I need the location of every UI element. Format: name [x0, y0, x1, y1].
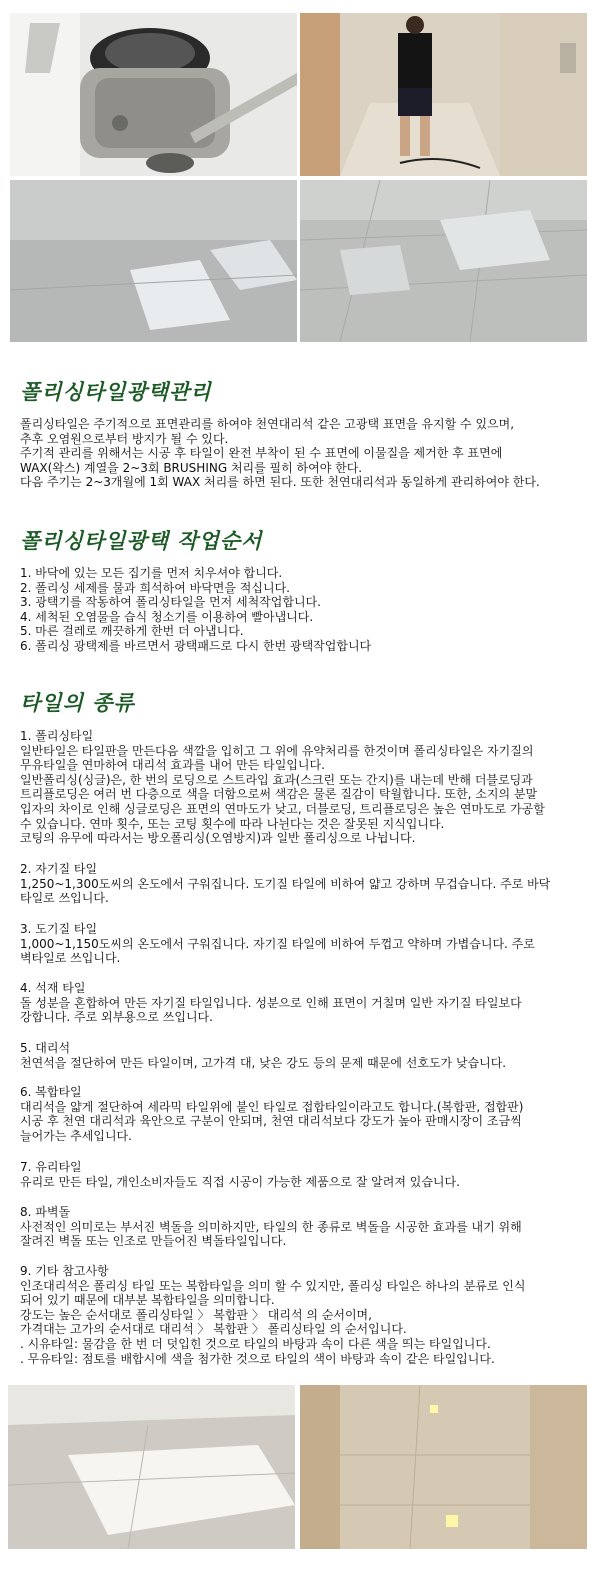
item-heading: 6. 복합타일	[20, 1085, 82, 1099]
item-heading: 8. 파벽돌	[20, 1205, 71, 1219]
photo-hallway-lights	[300, 1385, 587, 1549]
item-heading: 5. 대리석	[20, 1041, 71, 1055]
text-line: 무유타일을 연마하여 대리석 효과를 내어 만든 타일입니다.	[20, 758, 325, 773]
tile-type-ceramic	[20, 922, 580, 966]
tile-type-stone	[20, 981, 580, 1025]
text-line: 타일로 쓰입니다.	[20, 891, 109, 906]
text-line: 폴리싱타일은 주기적으로 표면관리를 하여야 천연대리석 같은 고광택 표면을 유지할 수 있으며,	[20, 417, 515, 431]
tile-type-brick	[20, 1205, 580, 1249]
text-line: 강도는 높은 순서대로 폴리싱타일 〉 복합판 〉 대리석 의 순서이며,	[20, 1307, 372, 1322]
list-item: 3. 광택기를 작동하여 폴리싱타일을 먼저 세척작업합니다.	[20, 595, 321, 610]
photo-polished-floor	[8, 1385, 295, 1549]
item-heading: 2. 자기질 타일	[20, 862, 98, 876]
text-line: . 무유타일: 점토를 배합시에 색을 첨가한 것으로 타일의 색이 바탕과 속이 같은 타일입니다.	[20, 1351, 495, 1366]
tile-type-porcelain	[20, 862, 580, 906]
item-heading: 1. 폴리싱타일	[20, 729, 94, 743]
list-item: 5. 마른 걸레로 깨끗하게 한번 더 아냅니다.	[20, 624, 244, 639]
list-item: 6. 폴리싱 광택제를 바르면서 광택패드로 다시 한번 광택작업합니다	[20, 638, 372, 653]
text-line: 일반타일은 타일판을 만든다음 색깔을 입히고 그 위에 유약처리를 한것이며 폴리싱타일은 자기질의	[20, 743, 534, 758]
text-line: 천연석을 절단하여 만든 타일이며, 고가격 대, 낮은 강도 등의 문제 때문에 선호도가 낮습니다.	[20, 1055, 507, 1070]
text-line: 다음 주기는 2~3개월에 1회 WAX 처리를 하면 된다. 또한 천연대리석과 동일하게 관리하여야 한다.	[20, 475, 540, 490]
section-title-work-order: 폴리싱타일광택 작업순서	[20, 528, 263, 553]
tile-type-composite	[20, 1085, 580, 1143]
text-line: 1,250~1,300도씨의 온도에서 구워집니다. 도기질 타일에 비하여 얇고 강하며 무겁습니다. 주로 바닥	[20, 876, 551, 891]
photo-worker-polishing	[300, 13, 587, 176]
text-line: . 시유타일: 물감을 한 번 더 덧입힌 것으로 타일의 바탕과 속이 다른 색을 띄는 타일입니다.	[20, 1336, 491, 1351]
list-item: 1. 바닥에 있는 모든 집기를 먼저 치우셔야 합니다.	[20, 566, 283, 580]
text-line: 트리플로딩은 여러 번 다층으로 색을 더함으로써 색감은 물론 질감이 탁월합니다. 또한, 소지의 분말	[20, 787, 538, 802]
text-line: 늘어가는 추세입니다.	[20, 1128, 132, 1143]
text-line: 돌 성분을 혼합하여 만든 자기질 타일입니다. 성분으로 인해 표면이 거칠며 일반 자기질 타일보다	[20, 995, 522, 1010]
tile-type-notes	[20, 1264, 580, 1366]
text-line: WAX(왁스) 계열을 2~3회 BRUSHING 처리를 필히 하여야 한다.	[20, 460, 363, 475]
text-line: 벽타일로 쓰입니다.	[20, 951, 121, 966]
text-line: 일반폴리싱(싱글)은, 한 번의 로딩으로 스트라입 효과(스크린 또는 간지)를 내는데 반해 더블로딩과	[20, 772, 533, 787]
text-line: 입자의 차이로 인해 싱글로딩은 표면의 연마도가 낮고, 더블로딩, 트리플로딩은 높은 연마도로 가공할	[20, 801, 545, 816]
tile-type-marble	[20, 1041, 580, 1070]
section-title-tile-types: 타일의 종류	[20, 690, 135, 715]
text-line: 코팅의 유무에 따라서는 방오폴리싱(오염방지)과 일반 폴리싱으로 나뉩니다.	[20, 831, 416, 846]
polishing-care-text	[20, 417, 580, 490]
text-line: 잘려진 벽돌 또는 인조로 만들어진 벽돌타일입니다.	[20, 1234, 287, 1249]
list-item: 4. 세척된 오염물을 습식 청소기를 이용하여 빨아냅니다.	[20, 609, 314, 624]
tile-type-glass	[20, 1160, 580, 1189]
text-line: 강합니다. 주로 외부용으로 쓰입니다.	[20, 1010, 213, 1025]
photo-polishing-machine	[10, 13, 297, 176]
text-line: 시공 후 천연 대리석과 육안으로 구분이 안되며, 천연 대리석보다 강도가 높아 판매시장이 조금씩	[20, 1114, 522, 1129]
text-line: 되어 있기 때문에 대부분 복합타일을 의미합니다.	[20, 1293, 275, 1308]
text-line: 사전적인 의미로는 부서진 벽돌을 의미하지만, 타일의 한 종류로 벽돌을 시공한 효과를 내기 위해	[20, 1219, 522, 1234]
text-line: 수 있습니다. 연마 횟수, 또는 코팅 횟수에 따라 나뉜다는 것은 잘못된 지식입니다.	[20, 816, 445, 831]
text-line: 인조대리석은 폴리싱 타일 또는 복합타일을 의미 할 수 있지만, 폴리싱 타일은 하나의 분류로 인식	[20, 1278, 526, 1293]
item-heading: 3. 도기질 타일	[20, 922, 98, 936]
text-line: 주기적 관리를 위해서는 시공 후 타일이 완전 부착이 된 수 표면에 이물질을 제거한 후 표면에	[20, 446, 503, 461]
list-item: 2. 폴리싱 세제를 물과 희석하여 바닥면을 적십니다.	[20, 580, 290, 595]
item-heading: 4. 석재 타일	[20, 981, 86, 995]
section-title-polishing-care: 폴리싱타일광택관리	[20, 379, 212, 404]
work-order-list	[20, 566, 580, 654]
item-heading: 7. 유리타일	[20, 1160, 82, 1174]
text-line: 대리석을 얇게 절단하여 세라믹 타일위에 붙인 타일로 접합타일이라고도 합니다.(복합판, 접합판)	[20, 1099, 524, 1114]
text-line: 가격대는 고가의 순서대로 대리석 〉 복합판 〉 폴리싱타일 의 순서입니다.	[20, 1322, 407, 1337]
photo-glossy-reflection-right	[300, 180, 587, 342]
item-heading: 9. 기타 참고사항	[20, 1264, 109, 1278]
text-line: 1,000~1,150도씨의 온도에서 구워집니다. 자기질 타일에 비하여 두껍고 약하며 가볍습니다. 주로	[20, 936, 535, 951]
photo-glossy-reflection-left	[10, 180, 297, 342]
tile-type-polishing	[20, 729, 580, 846]
text-line: 추후 오염원으로부터 방지가 될 수 있다.	[20, 431, 229, 446]
text-line: 유리로 만든 타일, 개인소비자들도 직접 시공이 가능한 제품으로 잘 알려져 있습니다.	[20, 1174, 460, 1189]
